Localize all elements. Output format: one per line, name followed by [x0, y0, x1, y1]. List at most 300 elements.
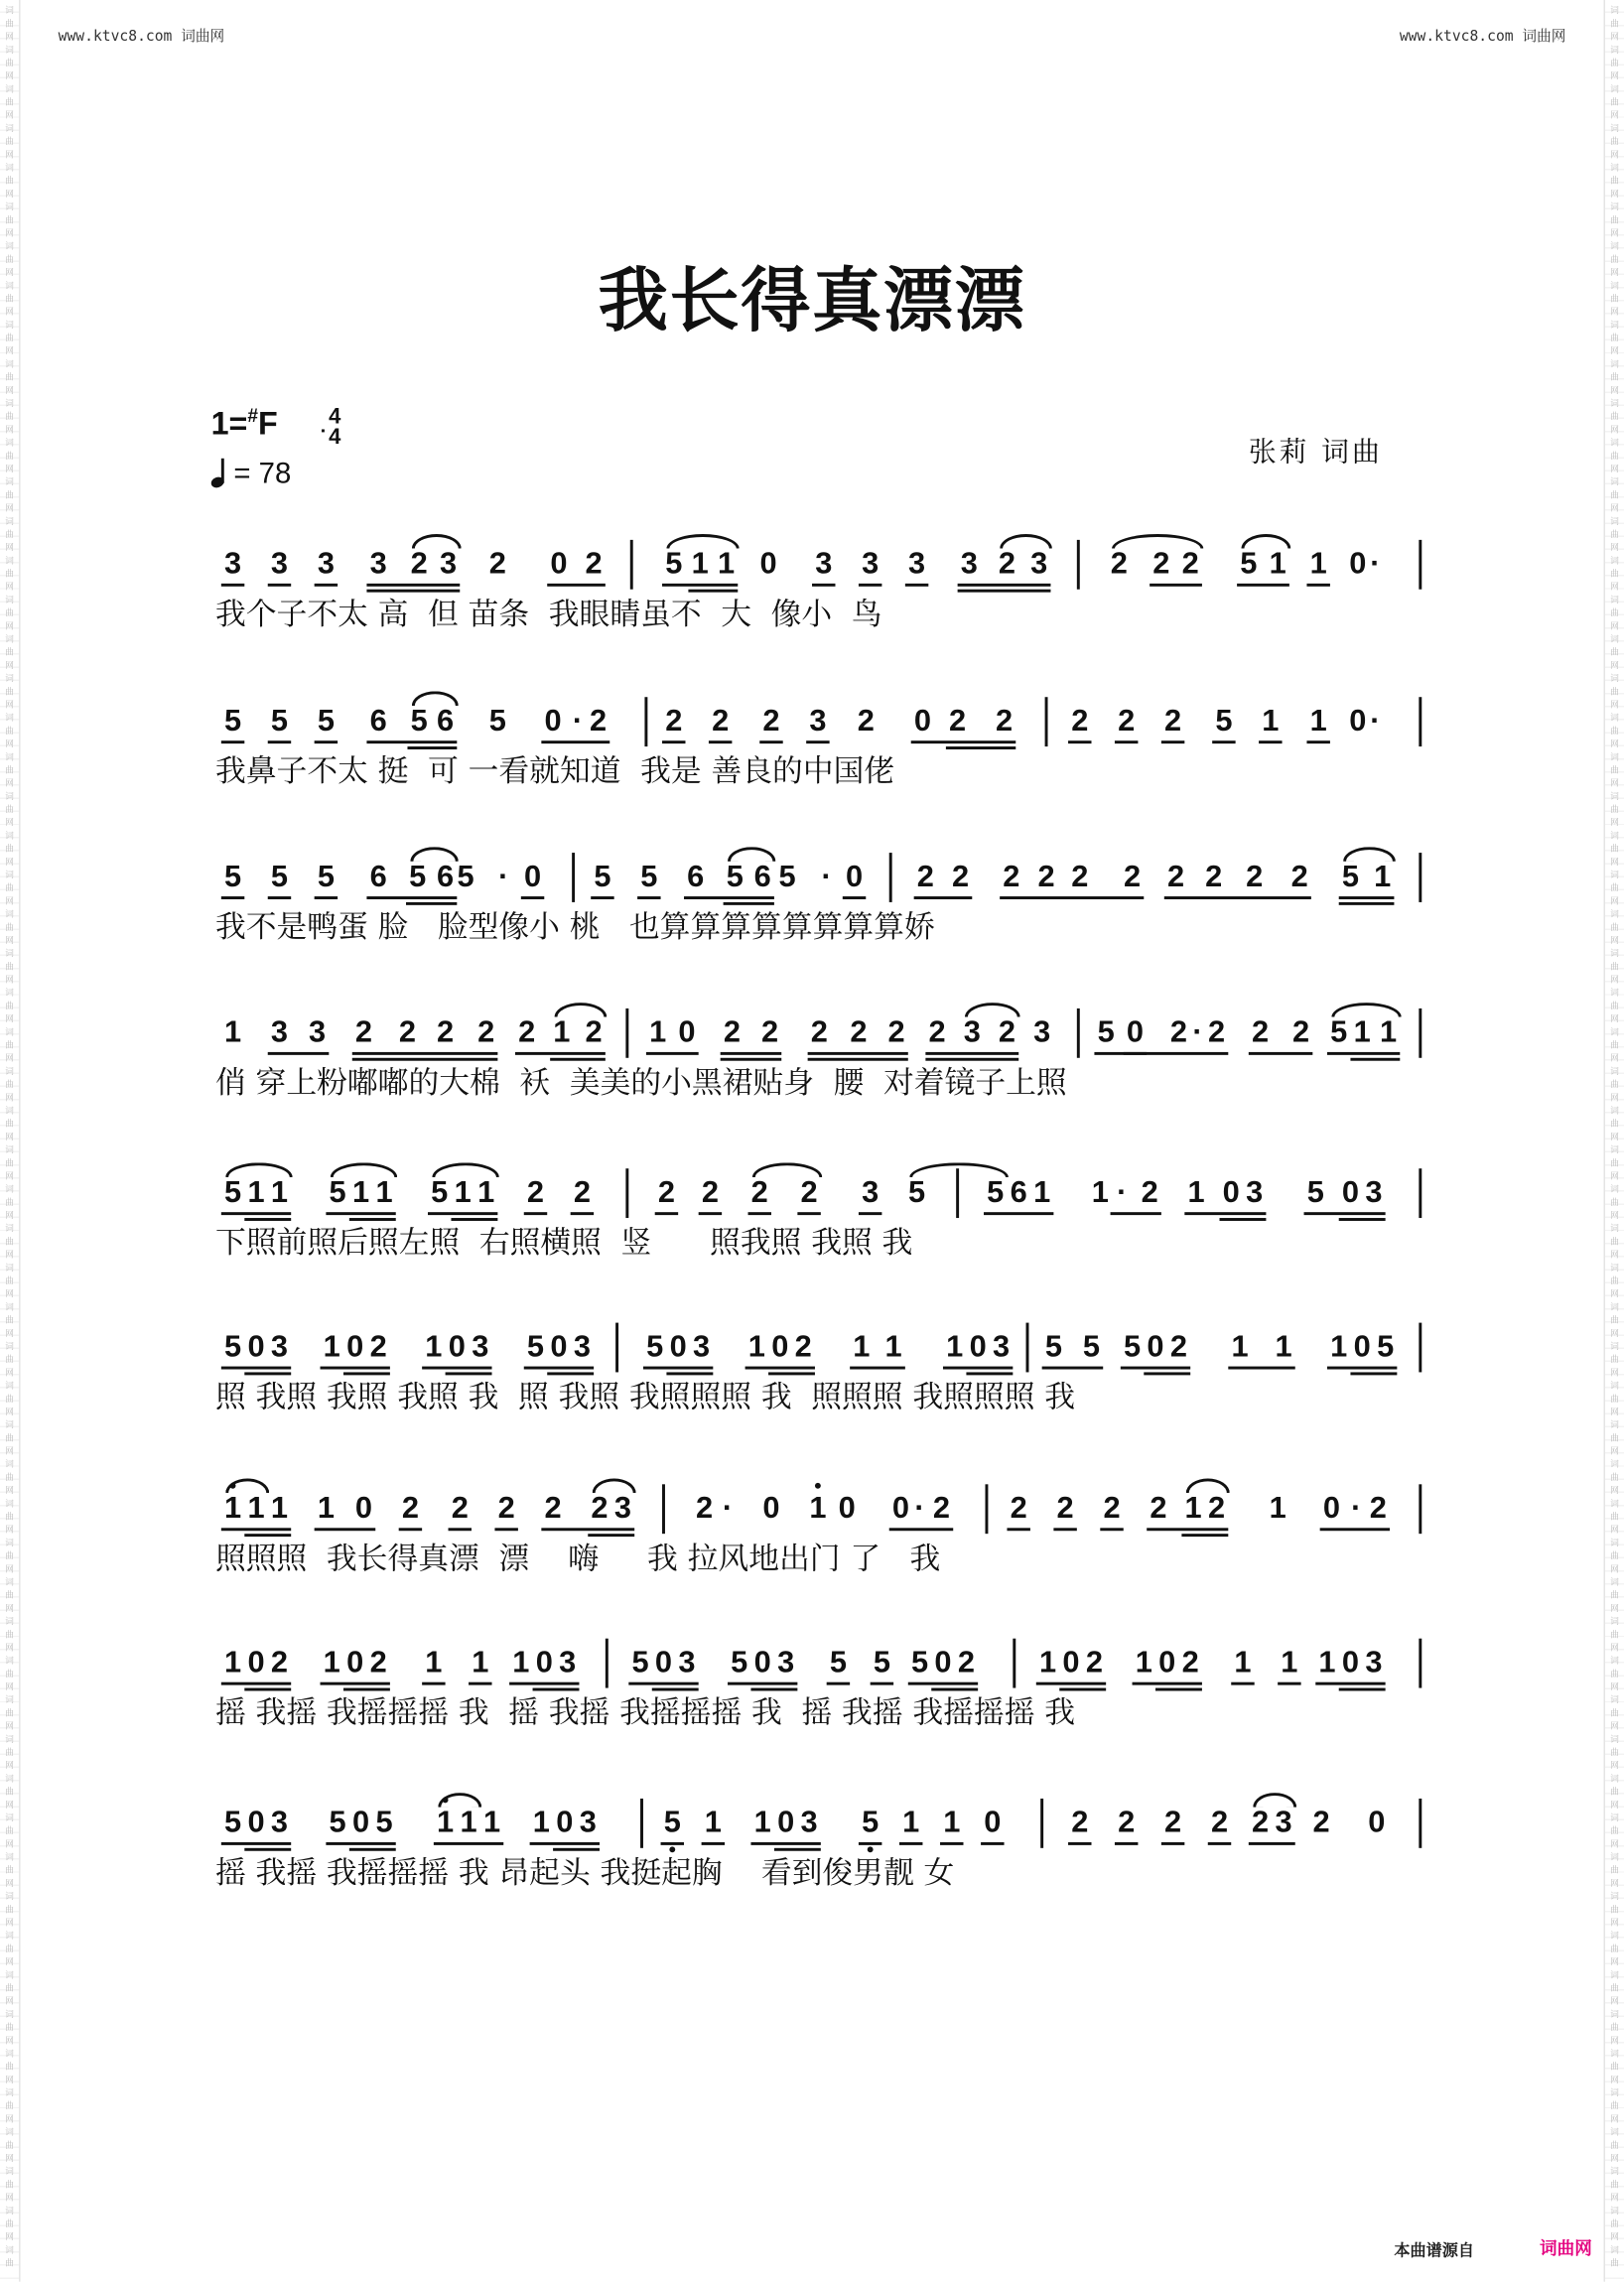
note: 5 [1044, 1329, 1062, 1364]
note: 1 [1187, 1175, 1205, 1210]
note: 1 [1231, 1329, 1249, 1364]
note: 3 [1246, 1175, 1264, 1210]
beam-underline [812, 584, 835, 587]
note: 0 [1158, 1646, 1176, 1679]
octave-dot-above [443, 1798, 449, 1804]
beam-underline [966, 1372, 1013, 1375]
note: 3 [815, 547, 833, 581]
octave-dot-below [868, 1846, 874, 1852]
time-sig-divider [322, 429, 325, 432]
note: 2 [723, 1015, 741, 1049]
beam-underline [699, 1212, 722, 1215]
score-line [0, 700, 1624, 822]
note: 5 [665, 547, 683, 581]
key-signature [211, 405, 278, 444]
beam-underline [1000, 896, 1144, 899]
score-line [0, 543, 1624, 665]
note: 0 [1368, 1806, 1386, 1840]
beam-underline [684, 896, 774, 899]
note: 1 [482, 1806, 501, 1840]
beam-underline [745, 1367, 815, 1370]
note: 1 [753, 1806, 771, 1840]
note: 1 [1184, 1491, 1202, 1526]
tie-slur [412, 534, 462, 549]
note: 5 [329, 1806, 346, 1840]
note: 2 [695, 1491, 714, 1526]
note: 3 [270, 1329, 289, 1364]
footer-brand-link[interactable]: 词曲网 [1540, 2237, 1592, 2259]
beam-underline [321, 1367, 390, 1370]
beam-underline [908, 1682, 978, 1685]
beam-underline [221, 1682, 291, 1685]
note: 0 [891, 1491, 910, 1526]
note: 2 [1251, 1806, 1270, 1840]
note: 2 [437, 1015, 455, 1049]
note: 2 [1208, 1015, 1226, 1049]
note: 1 [223, 1015, 242, 1049]
barline [630, 540, 633, 590]
beam-underline [728, 1682, 797, 1685]
beam-underline [321, 1682, 390, 1685]
barline [625, 1008, 628, 1058]
note: 1 [691, 547, 709, 581]
beam-underline [1068, 1842, 1091, 1845]
barline [606, 1639, 609, 1688]
beam-underline [221, 1367, 291, 1370]
note: 1 [946, 1329, 964, 1364]
note: 2 [1118, 704, 1136, 738]
beam-underline [571, 1212, 594, 1215]
note: 5 [1306, 1175, 1324, 1210]
note: 3 [309, 1015, 327, 1049]
note: 5 [488, 704, 506, 738]
note: 3 [960, 547, 978, 581]
beam-underline [366, 740, 457, 743]
time-sig-top: 4 [329, 404, 341, 430]
beam-underline [628, 1682, 698, 1685]
note: 1 [1309, 704, 1327, 738]
note: 2 [526, 1175, 545, 1210]
note: 0 [1349, 704, 1367, 738]
beam-underline [750, 1842, 820, 1845]
beam-underline [446, 1372, 492, 1375]
beam-underline [889, 1528, 954, 1531]
beam-underline [524, 1212, 547, 1215]
beam-underline [797, 1212, 820, 1215]
note: 2 [589, 704, 608, 738]
beam-underline [221, 584, 244, 587]
note: 1 [425, 1646, 443, 1679]
beam-underline [349, 1848, 396, 1851]
note: 1 [809, 1491, 827, 1526]
note: 1 [1374, 860, 1392, 894]
note: 3 [800, 1806, 818, 1840]
note: · [1370, 547, 1381, 581]
note: 6 [437, 704, 455, 738]
note: · [498, 860, 509, 894]
note: 5 [431, 1175, 449, 1210]
beam-underline [1339, 896, 1395, 899]
song-title: 我长得真漂漂 [598, 260, 1026, 342]
beam-underline [268, 1052, 330, 1055]
barline [1040, 1799, 1043, 1848]
note: 2 [518, 1015, 536, 1049]
beam-underline [1100, 1528, 1123, 1531]
note: 0 [1353, 1329, 1371, 1364]
beam-underline [399, 1528, 422, 1531]
site-watermark-left[interactable]: www.ktvc8.com 词曲网 [58, 29, 225, 46]
note: 5 [987, 1175, 1005, 1210]
beam-underline [914, 896, 973, 899]
beam-underline [1042, 1367, 1104, 1370]
note: 5 [873, 1646, 890, 1679]
note: 1 [1269, 547, 1286, 581]
lyrics-line: 我鼻子不太 挺 可 一看就知道 我是 善良的中国佬 [214, 753, 895, 789]
note: 2 [369, 1646, 387, 1679]
beam-underline [1249, 1842, 1295, 1845]
note: 1 [323, 1329, 340, 1364]
beam-underline [1144, 1372, 1190, 1375]
note: 5 [317, 704, 335, 738]
beam-underline [808, 1058, 908, 1061]
beam-underline [662, 584, 738, 587]
note: 0 [1222, 1175, 1240, 1210]
note: 3 [693, 1329, 711, 1364]
note: 0 [984, 1806, 1002, 1840]
octave-dot-above [230, 1483, 236, 1489]
note: 0 [1147, 1329, 1164, 1364]
note: 6 [369, 704, 387, 738]
beam-underline [221, 740, 244, 743]
lyrics-line: 我不是鸭蛋 脸 脸型像小 桃 也算算算算算算算算娇 [214, 909, 935, 945]
note: 2 [657, 1175, 675, 1210]
note: 5 [646, 1329, 664, 1364]
beam-underline [1306, 584, 1329, 587]
note: 1 [902, 1806, 920, 1840]
note: 0 [1349, 547, 1367, 581]
beam-underline [1249, 1052, 1313, 1055]
beam-underline [422, 1682, 445, 1685]
note: 5 [526, 1329, 545, 1364]
note: · [1192, 1015, 1203, 1049]
beam-underline [591, 896, 613, 899]
beam-underline [940, 1842, 963, 1845]
note: 5 [640, 860, 658, 894]
beam-underline [859, 1212, 881, 1215]
tempo-marking [211, 459, 292, 492]
barline [1419, 1323, 1421, 1373]
note: 2 [1181, 1646, 1199, 1679]
composer-credit: 张莉 词曲 [1248, 436, 1383, 470]
tie-slur [1186, 1478, 1230, 1493]
beam-underline [1121, 1367, 1190, 1370]
octave-dot-above [815, 1483, 821, 1489]
note: 2 [887, 1015, 905, 1049]
note: 3 [270, 547, 289, 581]
tie-slur [909, 1162, 1009, 1177]
lyrics-line: 我个子不太 高 但 苗条 我眼睛虽不 大 像小 鸟 [214, 597, 882, 632]
beam-underline [702, 1842, 725, 1845]
note: 2 [998, 1015, 1016, 1049]
note: 0 [753, 1646, 771, 1679]
note: 5 [594, 860, 611, 894]
note: 2 [1210, 1806, 1229, 1840]
note: 1 [553, 1015, 571, 1049]
beam-underline [1306, 740, 1329, 743]
note: 1 [454, 1175, 472, 1210]
beam-underline [1161, 740, 1184, 743]
score-line [0, 1487, 1624, 1609]
beam-underline [366, 584, 460, 587]
score-line [0, 1326, 1624, 1448]
note: 1 [717, 547, 736, 581]
note: 5 [1377, 1329, 1395, 1364]
note: 2 [1164, 1806, 1182, 1840]
lyrics-line: 俏 穿上粉嘟嘟的大棉 袄 美美的小黑裙贴身 腰 对着镜子上照 [214, 1065, 1067, 1101]
beam-underline [666, 1372, 713, 1375]
beam-underline [541, 740, 609, 743]
beam-underline [1339, 1688, 1386, 1691]
note: 3 [777, 1646, 795, 1679]
beam-underline [366, 896, 457, 899]
beam-underline [652, 1688, 699, 1691]
note: 1 [532, 1806, 550, 1840]
note: 1 [1318, 1646, 1336, 1679]
note: 5 [223, 1806, 242, 1840]
note: 1 [1330, 1329, 1348, 1364]
beam-underline [434, 1842, 503, 1845]
note: 1 [270, 1491, 289, 1526]
note: 2 [998, 547, 1016, 581]
barline [1077, 1008, 1080, 1058]
note: 2 [451, 1491, 469, 1526]
beam-underline [1339, 902, 1395, 905]
note: 2 [928, 1015, 946, 1049]
lyrics-line: 摇 我摇 我摇摇摇 我 摇 我摇 我摇摇摇 我 摇 我摇 我摇摇摇 我 [214, 1694, 1076, 1731]
note: 5 [410, 704, 428, 738]
note: 2 [916, 860, 934, 894]
beam-underline [1147, 1528, 1228, 1531]
note: 2 [497, 1491, 515, 1526]
note: 0 [669, 1329, 687, 1364]
beam-underline [553, 1848, 600, 1851]
beam-underline [588, 1534, 634, 1537]
note: 2 [591, 1491, 609, 1526]
note: 5 [1123, 1329, 1142, 1364]
beam-underline [1059, 1688, 1106, 1691]
beam-underline [661, 1842, 684, 1845]
beam-underline [806, 740, 829, 743]
beam-underline [221, 1212, 291, 1215]
beam-underline [905, 584, 928, 587]
note: 1 [1353, 1015, 1371, 1049]
note: 2 [1071, 704, 1089, 738]
beam-underline [774, 1848, 821, 1851]
note: 5 [1341, 860, 1360, 894]
beam-underline [407, 746, 457, 749]
note: 5 [829, 1646, 847, 1679]
beam-underline [688, 590, 738, 593]
note: 2 [1141, 1175, 1158, 1210]
note: 3 [678, 1646, 696, 1679]
note: 0 [535, 1646, 553, 1679]
note: 6 [437, 860, 455, 894]
note: 3 [223, 547, 242, 581]
note: 2 [762, 704, 780, 738]
beam-underline [326, 1842, 395, 1845]
beam-underline [911, 740, 1016, 743]
note: 0 [1126, 1015, 1145, 1049]
beam-underline [859, 584, 881, 587]
note: 1 [223, 1646, 242, 1679]
beam-underline [709, 740, 732, 743]
note: 1 [223, 1491, 242, 1526]
note: 2 [857, 704, 875, 738]
note: 2 [1103, 1491, 1121, 1526]
beam-underline [1320, 1528, 1390, 1531]
barline [1013, 1639, 1015, 1688]
note: 2 [1164, 704, 1182, 738]
beam-underline [1161, 1842, 1184, 1845]
beam-underline [343, 1372, 390, 1375]
note: 1 [1135, 1646, 1152, 1679]
note: 2 [665, 704, 683, 738]
tie-slur [331, 1162, 397, 1177]
footer-source-label: 本曲谱源自 [1394, 2240, 1475, 2260]
beam-underline [244, 1688, 291, 1691]
beam-underline [315, 1528, 376, 1531]
note: 1 [512, 1646, 530, 1679]
beam-underline [533, 1688, 580, 1691]
note: 1 [884, 1329, 902, 1364]
beam-underline [530, 1842, 600, 1845]
note: 0 [1341, 1175, 1360, 1210]
note: 1 [649, 1015, 667, 1049]
octave-dot-below [669, 1846, 675, 1852]
note: 6 [687, 860, 705, 894]
note: 5 [631, 1646, 649, 1679]
beam-underline [721, 1052, 782, 1055]
note: 3 [809, 704, 827, 738]
note: 1 [270, 1175, 289, 1210]
beam-underline [750, 1688, 797, 1691]
beam-underline [981, 1842, 1004, 1845]
barline [1026, 1323, 1029, 1373]
note: 1 [1275, 1329, 1292, 1364]
note: 3 [862, 1175, 880, 1210]
beam-underline [1181, 1534, 1228, 1537]
note: 0 [654, 1646, 673, 1679]
note: 2 [1071, 860, 1089, 894]
note: 1 [1091, 1175, 1109, 1210]
beam-underline [958, 584, 1051, 587]
note: 3 [613, 1491, 632, 1526]
score-line [0, 1802, 1624, 1924]
note: 2 [1123, 860, 1142, 894]
barline [1045, 697, 1048, 746]
quarter-note-icon [211, 459, 226, 487]
beam-underline [643, 1367, 713, 1370]
note: 1 [1281, 1646, 1298, 1679]
beam-underline [221, 1842, 291, 1845]
note: 2 [1152, 547, 1170, 581]
tie-slur [410, 847, 458, 862]
note: 5 [409, 860, 427, 894]
barline [1419, 540, 1421, 590]
note: 2 [544, 1491, 562, 1526]
note: · [1351, 1491, 1362, 1526]
tie-slur [225, 1162, 292, 1177]
note: 1 [317, 1491, 335, 1526]
note: 2 [410, 547, 428, 581]
note: 2 [810, 1015, 828, 1049]
barline [1419, 853, 1421, 902]
barline [1419, 1484, 1421, 1534]
note: 5 [329, 1175, 346, 1210]
note: 2 [1369, 1491, 1387, 1526]
beam-underline [1036, 1682, 1106, 1685]
note: 2 [1290, 860, 1308, 894]
beam-underline [1208, 1842, 1231, 1845]
note: 3 [439, 547, 458, 581]
note: 5 [223, 704, 242, 738]
note: 5 [270, 704, 289, 738]
beam-underline [244, 1372, 291, 1375]
note: 3 [1275, 1806, 1292, 1840]
note: 3 [1033, 1015, 1051, 1049]
tempo-value: = 78 [233, 458, 292, 491]
beam-underline [768, 1372, 815, 1375]
beam-underline [451, 1218, 497, 1221]
note: 5 [375, 1806, 393, 1840]
note: 0 [550, 1329, 568, 1364]
time-signature [322, 404, 347, 450]
note: 2 [1118, 1806, 1136, 1840]
note: 2 [270, 1646, 289, 1679]
beam-underline [221, 1528, 291, 1531]
note: 6 [369, 860, 387, 894]
lyrics-line: 下照前照后照左照 右照横照 竖 照我照 我照 我 [214, 1225, 913, 1261]
note: 2 [354, 1015, 373, 1049]
barline [1419, 1639, 1421, 1688]
barline [572, 853, 575, 902]
beam-underline [984, 1212, 1053, 1215]
note: 5 [223, 1329, 242, 1364]
beam-underline [244, 1848, 291, 1851]
time-sig-bottom: 4 [329, 425, 341, 450]
lyrics-line: 照照照 我长得真漂 漂 嗨 我 拉风地出门 了 我 [214, 1541, 941, 1576]
beam-underline [943, 1367, 1013, 1370]
note: 5 [1097, 1015, 1115, 1049]
beam-underline [899, 1842, 922, 1845]
barline [1419, 1008, 1421, 1058]
note: 3 [579, 1806, 597, 1840]
tie-slur [412, 691, 459, 706]
note: 0 [544, 704, 562, 738]
beam-underline [406, 902, 457, 905]
note: 3 [908, 547, 926, 581]
note: 1 [375, 1175, 393, 1210]
note: 5 [731, 1646, 748, 1679]
note: 2 [1150, 1491, 1167, 1526]
beam-underline [509, 1682, 579, 1685]
note: · [1370, 704, 1381, 738]
site-watermark-right[interactable]: www.ktvc8.com 词曲网 [1399, 29, 1566, 46]
beam-underline [958, 590, 1051, 593]
beam-underline [859, 1842, 881, 1845]
beam-underline [637, 896, 660, 899]
note: 0 [777, 1806, 795, 1840]
